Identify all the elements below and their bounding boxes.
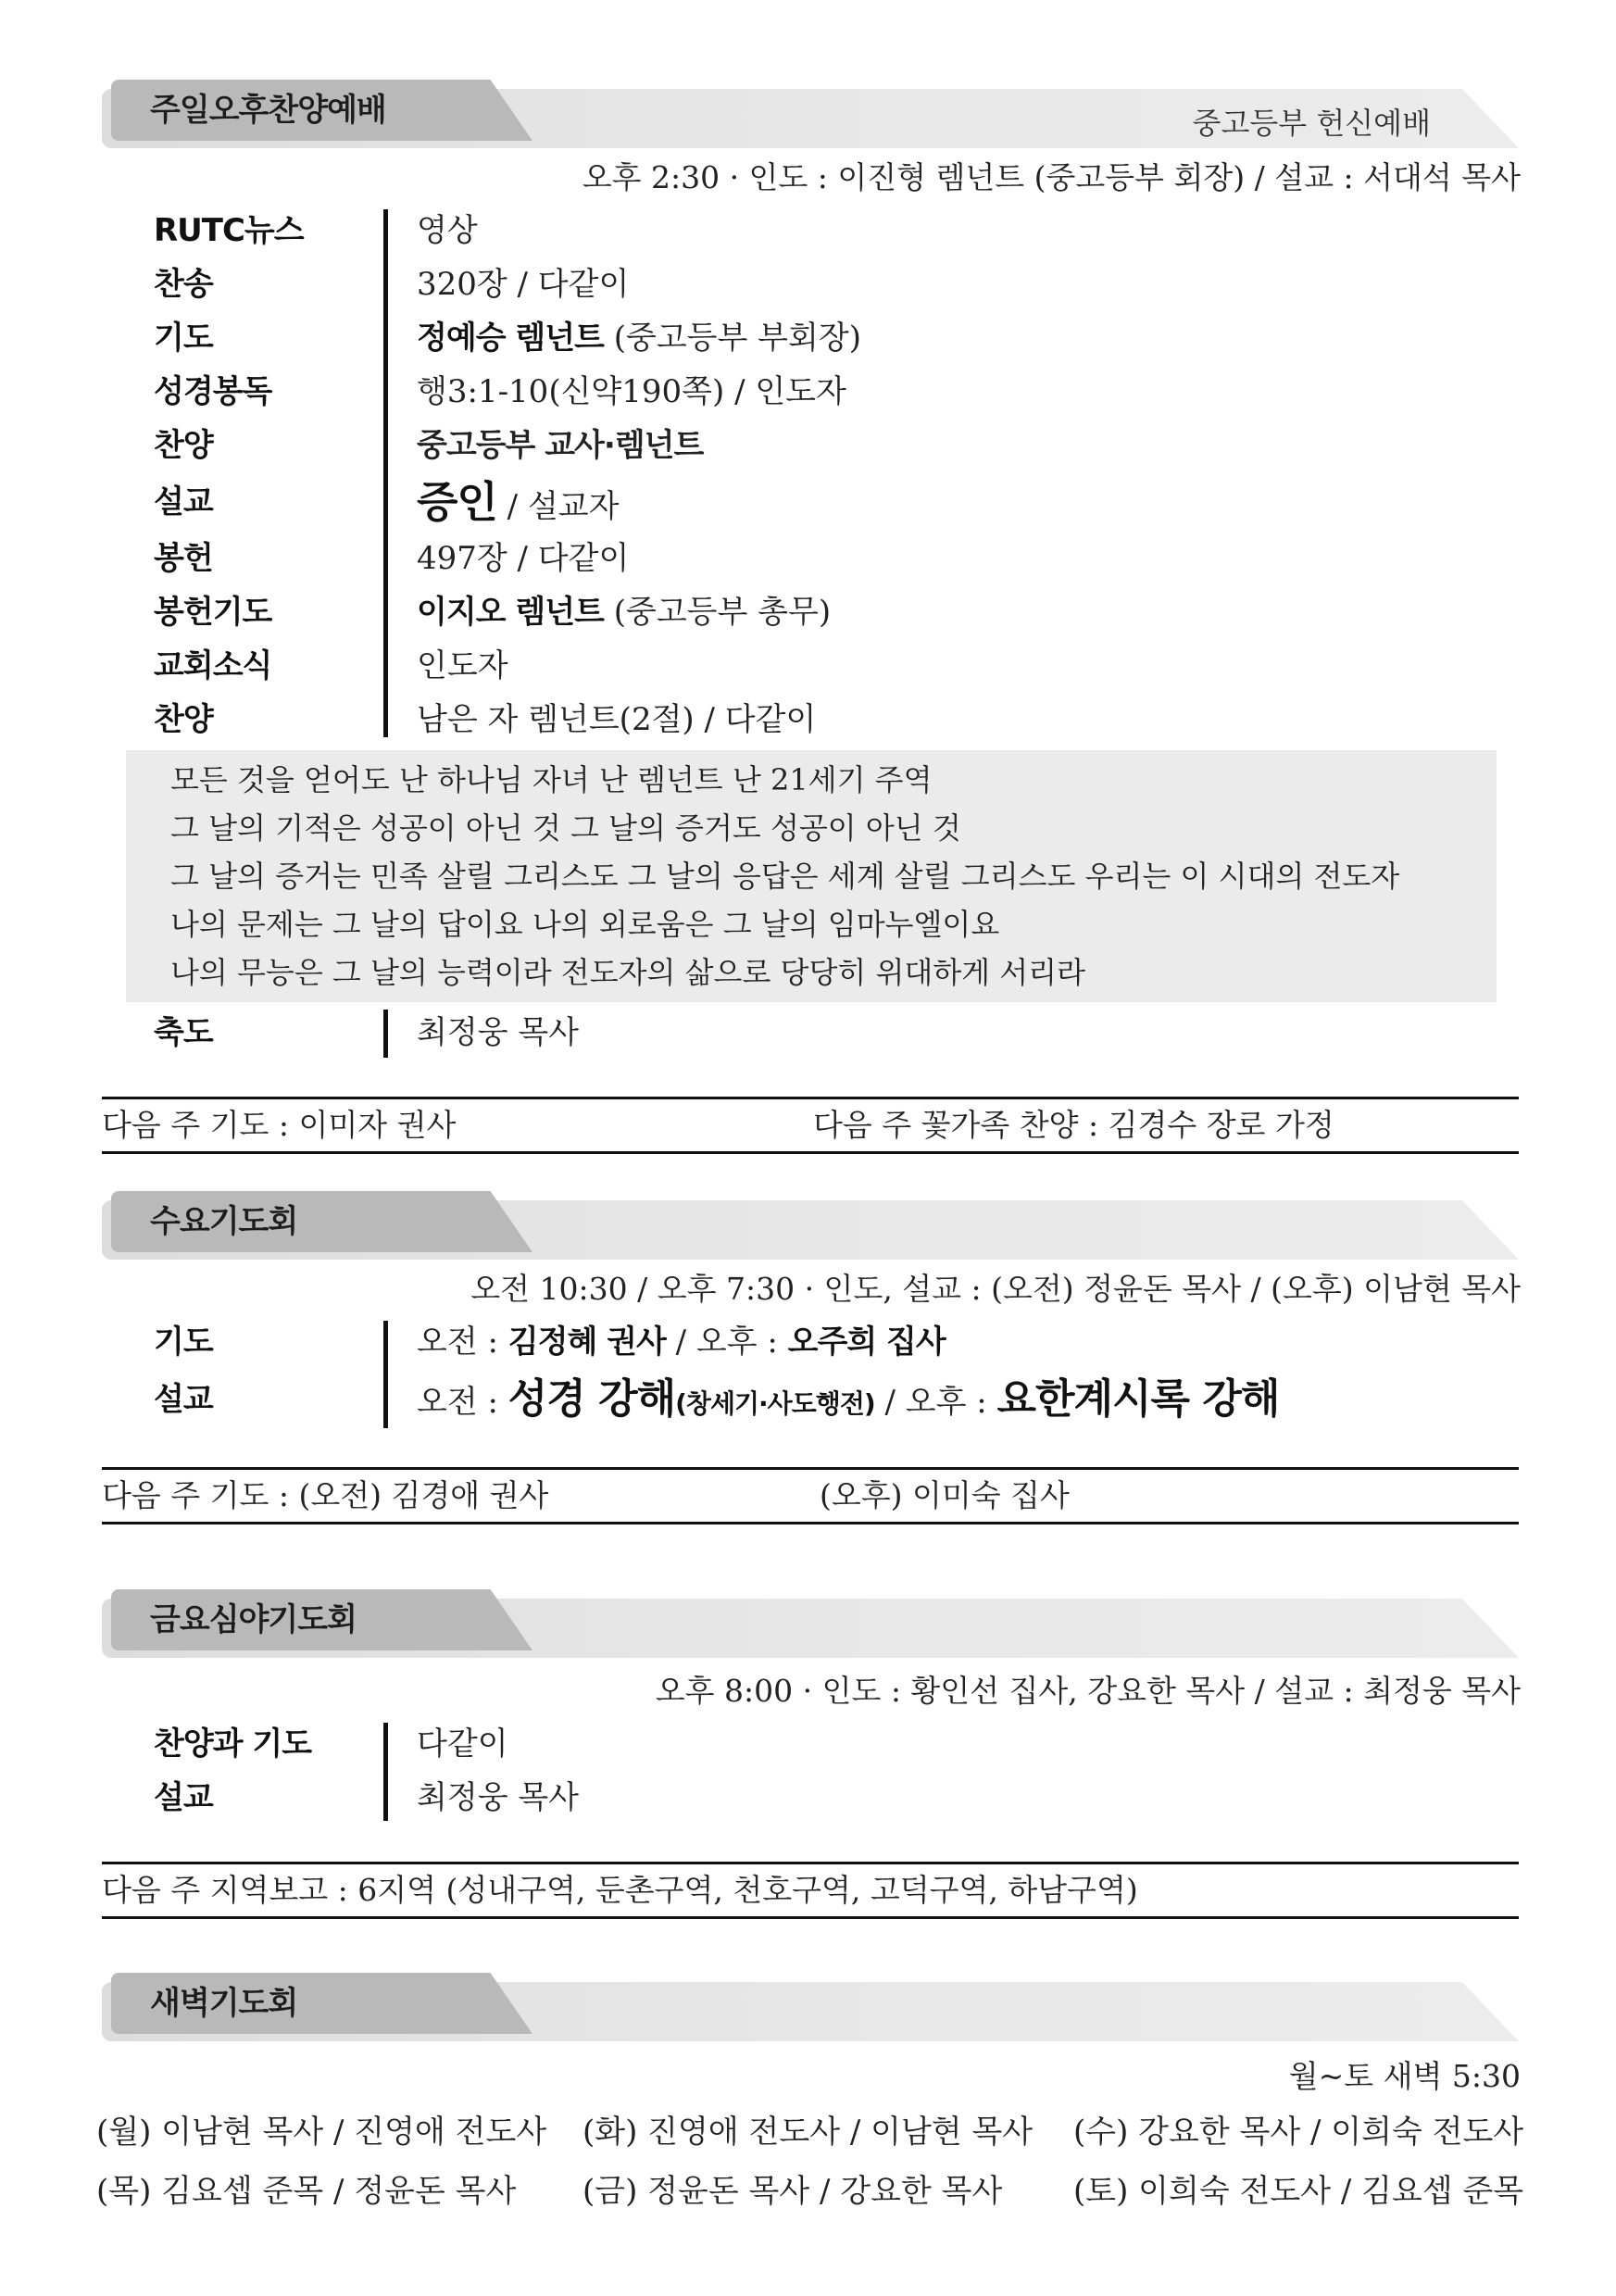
row-value-group bbox=[387, 311, 861, 365]
section-title: 주일오후찬양예배 bbox=[150, 92, 386, 129]
dawn-schedule bbox=[96, 2102, 1524, 2221]
divider-line bbox=[383, 209, 388, 737]
schedule-cell: (금) 정윤돈 목사 / 강요한 목사 bbox=[583, 2173, 1003, 2210]
row-value: 행3:1-10(신약190쪽) / 인도자 bbox=[417, 373, 846, 410]
row-label: 찬송 bbox=[154, 266, 213, 303]
section-header bbox=[102, 1973, 1519, 2045]
row-value-group bbox=[387, 472, 619, 532]
pm-prayer-name: 오주희 집사 bbox=[787, 1324, 946, 1361]
order-of-service bbox=[154, 1315, 1519, 1430]
next-week-prayer: 다음 주 기도 : 이미자 권사 bbox=[102, 1107, 457, 1143]
section-title: 수요기도회 bbox=[150, 1203, 298, 1240]
row-label: 설교 bbox=[154, 1779, 213, 1816]
divider-line bbox=[383, 1321, 388, 1428]
am-sermon-note: (창세기·사도행전) bbox=[675, 1388, 875, 1419]
service-info: 오전 10:30 / 오후 7:30 · 인도, 설교 : (오전) 정윤돈 목사 / (오후) 이남현 목사 bbox=[470, 1271, 1521, 1307]
wednesday-section bbox=[102, 1191, 1519, 1524]
friday-section bbox=[102, 1589, 1519, 1919]
row-label: 봉헌기도 bbox=[154, 594, 272, 631]
order-row bbox=[154, 585, 1519, 639]
order-row bbox=[154, 1771, 1519, 1825]
order-row bbox=[154, 311, 1519, 365]
row-label: RUTC뉴스 bbox=[154, 212, 304, 249]
next-week-flower: 다음 주 꽃가족 찬양 : 김경수 장로 가정 bbox=[813, 1107, 1334, 1143]
order-of-service bbox=[154, 204, 1519, 747]
row-value: 중고등부 교사·렘넌트 bbox=[417, 427, 704, 464]
pm-sermon-title: 요한계시록 강해 bbox=[996, 1375, 1280, 1423]
section-title: 새벽기도회 bbox=[150, 1985, 298, 2022]
section-subtitle: 중고등부 헌신예배 bbox=[1192, 106, 1431, 141]
row-label: 설교 bbox=[154, 1381, 213, 1418]
section-header bbox=[102, 80, 1519, 152]
order-row bbox=[154, 1369, 1519, 1430]
row-value: 영상 bbox=[417, 212, 478, 249]
sermon-preacher: / 설교자 bbox=[496, 488, 620, 525]
row-value-group bbox=[387, 1315, 946, 1369]
lyric-line: 그 날의 기적은 성공이 아닌 것 그 날의 증거도 성공이 아닌 것 bbox=[170, 810, 961, 846]
next-week-region-report: 다음 주 지역보고 : 6지역 (성내구역, 둔촌구역, 천호구역, 고덕구역, 하남구역) bbox=[102, 1872, 1138, 1908]
lyric-line: 그 날의 증거는 민족 살릴 그리스도 그 날의 응답은 세계 살릴 그리스도 우리는 이 시대의 전도자 bbox=[170, 859, 1400, 894]
row-value: 497장 / 다같이 bbox=[417, 540, 630, 577]
sermon-title: 증인 bbox=[417, 477, 497, 527]
row-label: 찬양 bbox=[154, 427, 213, 464]
row-value: 남은 자 렘넌트(2절) / 다같이 bbox=[417, 701, 817, 738]
row-value: 320장 / 다같이 bbox=[417, 266, 630, 303]
section-title: 금요심야기도회 bbox=[150, 1601, 357, 1638]
dawn-section bbox=[96, 1973, 1524, 2221]
schedule-cell: (월) 이남현 목사 / 진영애 전도사 bbox=[96, 2114, 547, 2151]
row-label: 교회소식 bbox=[154, 647, 272, 684]
row-value: 최정웅 목사 bbox=[417, 1779, 580, 1816]
order-row bbox=[154, 639, 1519, 693]
section-header bbox=[102, 1191, 1519, 1263]
next-week-info bbox=[102, 1467, 1519, 1524]
sunday-section bbox=[102, 80, 1519, 1154]
row-value: 최정웅 목사 bbox=[417, 1014, 580, 1051]
row-value-group bbox=[387, 1369, 1279, 1430]
schedule-cell: (수) 강요한 목사 / 이희숙 전도사 bbox=[1073, 2114, 1524, 2151]
row-value-group bbox=[387, 585, 831, 639]
row-label: 봉헌 bbox=[154, 540, 213, 577]
hymn-lyrics bbox=[126, 750, 1497, 1002]
person-role: (중고등부 총무) bbox=[603, 594, 832, 631]
next-week-info bbox=[102, 1097, 1519, 1154]
order-row bbox=[154, 1717, 1519, 1771]
row-value: 다같이 bbox=[417, 1725, 508, 1763]
person-role: (중고등부 부회장) bbox=[603, 320, 861, 357]
row-label: 축도 bbox=[154, 1014, 213, 1051]
order-of-service bbox=[154, 1717, 1519, 1825]
person-name: 이지오 렘넌트 bbox=[417, 594, 604, 631]
section-header bbox=[102, 1589, 1519, 1662]
order-row bbox=[154, 257, 1519, 311]
am-prayer-name: 김정혜 권사 bbox=[507, 1324, 666, 1361]
benediction bbox=[154, 1006, 1519, 1060]
order-row bbox=[154, 472, 1519, 532]
schedule-cell: (토) 이희숙 전도사 / 김요셉 준목 bbox=[1073, 2173, 1524, 2210]
order-row bbox=[154, 693, 1519, 747]
divider-line bbox=[383, 1723, 388, 1821]
next-week-prayer: 다음 주 기도 : (오전) 김경애 권사 bbox=[102, 1477, 549, 1513]
lyric-line: 나의 문제는 그 날의 답이요 나의 외로움은 그 날의 임마누엘이요 bbox=[170, 907, 1000, 942]
row-label: 찬양과 기도 bbox=[154, 1725, 312, 1763]
am-prefix: 오전 : bbox=[417, 1324, 508, 1361]
order-row bbox=[154, 419, 1519, 472]
row-label: 찬양 bbox=[154, 701, 213, 738]
order-row bbox=[154, 1006, 1519, 1060]
am-prefix: 오전 : bbox=[417, 1384, 508, 1421]
order-row bbox=[154, 204, 1519, 257]
schedule-cell: (목) 김요셉 준목 / 정윤돈 목사 bbox=[96, 2173, 517, 2210]
service-info: 오후 2:30 · 인도 : 이진형 렘넌트 (중고등부 회장) / 설교 : 서대석 목사 bbox=[582, 159, 1521, 195]
row-label: 기도 bbox=[154, 320, 213, 357]
next-week-prayer-pm: (오후) 이미숙 집사 bbox=[820, 1477, 1070, 1513]
person-name: 정예승 렘넌트 bbox=[417, 320, 604, 357]
row-value: 인도자 bbox=[417, 647, 508, 684]
service-info: 오후 8:00 · 인도 : 황인선 집사, 강요한 목사 / 설교 : 최정웅 목사 bbox=[655, 1673, 1521, 1709]
am-sermon-title: 성경 강해 bbox=[507, 1375, 676, 1423]
row-label: 설교 bbox=[154, 483, 213, 521]
schedule-cell: (화) 진영애 전도사 / 이남현 목사 bbox=[583, 2114, 1033, 2151]
pm-prefix: / 오후 : bbox=[874, 1384, 997, 1421]
order-row bbox=[154, 365, 1519, 419]
pm-prefix: / 오후 : bbox=[665, 1324, 788, 1361]
lyric-line: 모든 것을 얻어도 난 하나님 자녀 난 렘넌트 난 21세기 주역 bbox=[170, 762, 933, 797]
order-row bbox=[154, 1315, 1519, 1369]
service-info: 월~토 새벽 5:30 bbox=[1288, 2058, 1521, 2094]
order-row bbox=[154, 532, 1519, 585]
row-label: 성경봉독 bbox=[154, 373, 272, 410]
row-label: 기도 bbox=[154, 1324, 213, 1361]
divider-line bbox=[383, 1010, 388, 1058]
next-week-info bbox=[102, 1862, 1519, 1919]
lyric-line: 나의 무능은 그 날의 능력이라 전도자의 삶으로 당당히 위대하게 서리라 bbox=[170, 955, 1085, 990]
